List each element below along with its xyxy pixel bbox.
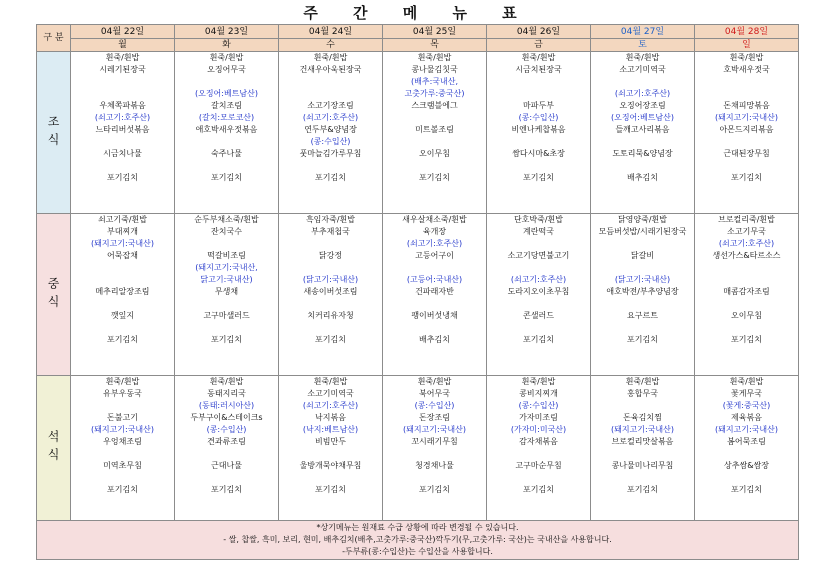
menu-item-list bbox=[383, 214, 486, 346]
dinner-menu-cell bbox=[71, 376, 175, 521]
menu-item: 가자미조림 bbox=[519, 413, 558, 422]
menu-item-list bbox=[71, 52, 174, 184]
menu-item: 생선가스&타르소스 bbox=[712, 251, 781, 260]
menu-item: 포기김치 bbox=[523, 173, 554, 182]
origin-note: (쇠고기:호주산) bbox=[510, 275, 567, 284]
menu-item-spacer bbox=[279, 160, 382, 172]
menu-item: 도라지오이초무침 bbox=[507, 287, 570, 296]
menu-item: 애호박전/부추양념장 bbox=[606, 287, 679, 296]
menu-item: 연두부&양념장 bbox=[304, 125, 357, 134]
menu-item: 감자채볶음 bbox=[519, 437, 558, 446]
menu-item: 비빔만두 bbox=[315, 437, 346, 446]
menu-item: 갈치조림 bbox=[211, 101, 242, 110]
menu-item: 포기김치 bbox=[211, 335, 242, 344]
menu-item: 포기김치 bbox=[107, 173, 138, 182]
origin-note: (오징어:베트남산) bbox=[194, 89, 259, 98]
menu-item: 흑임자죽/흰밥 bbox=[305, 215, 356, 224]
menu-item: 어묵잡채 bbox=[107, 251, 138, 260]
menu-item-spacer bbox=[175, 136, 278, 148]
menu-item-list bbox=[487, 214, 590, 346]
menu-item: 흰죽/흰밥 bbox=[105, 53, 140, 62]
menu-item: 포기김치 bbox=[731, 173, 762, 182]
origin-note: 닭고기:국내산) bbox=[200, 275, 253, 284]
menu-item: 시금치나물 bbox=[103, 149, 142, 158]
menu-item: 호박새우젓국 bbox=[723, 65, 770, 74]
menu-item-list bbox=[279, 376, 382, 496]
origin-note: (쇠고기:호주산) bbox=[302, 113, 359, 122]
menu-item: 견과류조림 bbox=[207, 437, 246, 446]
menu-item-spacer bbox=[591, 472, 694, 484]
menu-item-spacer bbox=[279, 322, 382, 334]
menu-item-list bbox=[487, 376, 590, 496]
origin-note: (갈치:모로코산) bbox=[198, 113, 255, 122]
menu-item: 흰죽/흰밥 bbox=[417, 53, 452, 62]
menu-item: 흰죽/흰밥 bbox=[105, 377, 140, 386]
dinner-label: 석식 bbox=[37, 376, 71, 521]
menu-item: 건새우아욱된장국 bbox=[299, 65, 362, 74]
menu-item-list bbox=[175, 52, 278, 184]
menu-item-list bbox=[591, 52, 694, 184]
menu-item: 흰죽/흰밥 bbox=[625, 53, 660, 62]
menu-item: 닭영양죽/흰밥 bbox=[617, 215, 668, 224]
menu-item: 포기김치 bbox=[731, 335, 762, 344]
menu-item: 매콤감자조림 bbox=[723, 287, 770, 296]
menu-item-spacer bbox=[487, 322, 590, 334]
weekday-header-row bbox=[37, 39, 799, 52]
gubun-label: 구 분 bbox=[37, 25, 71, 52]
footer-note: - 쌀, 찹쌀, 흑미, 보리, 현미, 배추김치(배추,고춧가루:중국산)깍두기(무,고춧가루: 국산)는 국내산을 사용합니다. bbox=[223, 535, 612, 544]
origin-note: (콩:수입산) bbox=[518, 401, 559, 410]
origin-note: (닭고기:국내산) bbox=[614, 275, 671, 284]
origin-note: (콩:수입산) bbox=[518, 113, 559, 122]
menu-item: 우엉채조림 bbox=[103, 437, 142, 446]
dinner-menu-cell bbox=[695, 376, 799, 521]
footer-note: *상기메뉴는 원재료 수급 상황에 따라 변경될 수 있습니다. bbox=[316, 523, 519, 532]
menu-item: 쌈다시마&초장 bbox=[512, 149, 565, 158]
menu-item: 마파두부 bbox=[523, 101, 554, 110]
weekly-menu-table bbox=[36, 24, 799, 560]
menu-item: 부추재첩국 bbox=[311, 227, 350, 236]
menu-item: 유부우동국 bbox=[103, 389, 142, 398]
lunch-menu-cell bbox=[279, 214, 383, 376]
menu-item: 느타리버섯볶음 bbox=[95, 125, 150, 134]
menu-item: 모듬버섯밥/시래기된장국 bbox=[598, 227, 687, 236]
origin-note: (고등어:국내산) bbox=[406, 275, 463, 284]
day-date: 04월 25일 bbox=[383, 25, 487, 39]
menu-item-spacer bbox=[695, 76, 798, 88]
menu-item-spacer bbox=[695, 322, 798, 334]
menu-item: 콘샐러드 bbox=[523, 311, 554, 320]
dinner-menu-cell bbox=[175, 376, 279, 521]
menu-item: 동태지리국 bbox=[207, 389, 246, 398]
menu-item: 흰죽/흰밥 bbox=[625, 377, 660, 386]
menu-item: 콩나물김칫국 bbox=[411, 65, 458, 74]
menu-item: 배추김치 bbox=[627, 173, 658, 182]
menu-item-spacer bbox=[71, 472, 174, 484]
origin-note: (콩:수입산) bbox=[310, 137, 351, 146]
weekday: 화 bbox=[175, 39, 279, 52]
menu-item: 오이무침 bbox=[731, 311, 762, 320]
origin-note: (콩:수입산) bbox=[414, 401, 455, 410]
menu-item-spacer bbox=[71, 88, 174, 100]
day-date-sunday: 04월 28일 bbox=[695, 25, 799, 39]
menu-item-spacer bbox=[487, 136, 590, 148]
origin-note: (쇠고기:호주산) bbox=[302, 401, 359, 410]
menu-item-spacer bbox=[695, 274, 798, 286]
menu-item-spacer bbox=[487, 298, 590, 310]
menu-item: 소고기당면불고기 bbox=[507, 251, 570, 260]
date-header-row bbox=[37, 25, 799, 39]
menu-item-spacer bbox=[175, 298, 278, 310]
day-date: 04월 22일 bbox=[71, 25, 175, 39]
menu-item: 흰죽/흰밥 bbox=[417, 377, 452, 386]
menu-item-list bbox=[175, 376, 278, 496]
menu-item: 꽃게무국 bbox=[731, 389, 762, 398]
menu-item-spacer bbox=[591, 298, 694, 310]
menu-item-spacer bbox=[383, 136, 486, 148]
menu-item-list bbox=[487, 52, 590, 184]
menu-item: 닭갈비 bbox=[630, 251, 655, 260]
day-date: 04월 23일 bbox=[175, 25, 279, 39]
weekday-saturday: 토 bbox=[591, 39, 695, 52]
day-date: 04월 24일 bbox=[279, 25, 383, 39]
menu-item: 잔치국수 bbox=[211, 227, 242, 236]
footer-note: -두부류(콩:수입산)는 수입산을 사용합니다. bbox=[342, 547, 493, 556]
menu-item: 흰죽/흰밥 bbox=[521, 53, 556, 62]
menu-item-spacer bbox=[71, 400, 174, 412]
menu-item-spacer bbox=[591, 262, 694, 274]
menu-item: 스크램블에그 bbox=[411, 101, 458, 110]
menu-item-spacer bbox=[695, 136, 798, 148]
menu-item: 고등어구이 bbox=[415, 251, 454, 260]
weekday: 금 bbox=[487, 39, 591, 52]
menu-item: 청경채나물 bbox=[415, 461, 454, 470]
breakfast-menu-cell bbox=[383, 52, 487, 214]
origin-note: (쇠고기:호주산) bbox=[94, 113, 151, 122]
menu-item-spacer bbox=[175, 76, 278, 88]
menu-item: 고구마순무침 bbox=[515, 461, 562, 470]
footer-row bbox=[37, 521, 799, 560]
menu-item: 쇠고기죽/흰밥 bbox=[97, 215, 148, 224]
menu-item: 순두부채소죽/흰밥 bbox=[194, 215, 259, 224]
origin-note: (돼지고기:국내산) bbox=[402, 425, 467, 434]
menu-item: 흰죽/흰밥 bbox=[313, 377, 348, 386]
menu-item-spacer bbox=[71, 136, 174, 148]
menu-item: 애호박새우젓볶음 bbox=[195, 125, 258, 134]
menu-item: 요구르트 bbox=[627, 311, 658, 320]
dinner-menu-cell bbox=[487, 376, 591, 521]
menu-item-spacer bbox=[279, 472, 382, 484]
menu-item-list bbox=[383, 376, 486, 496]
menu-item: 포기김치 bbox=[523, 335, 554, 344]
menu-item: 브로컬리맛살볶음 bbox=[611, 437, 674, 446]
dinner-menu-cell bbox=[383, 376, 487, 521]
origin-note: (돼지고기:국내산) bbox=[714, 113, 779, 122]
lunch-menu-cell bbox=[487, 214, 591, 376]
menu-item-list bbox=[279, 52, 382, 184]
menu-item: 포기김치 bbox=[419, 485, 450, 494]
weekday: 수 bbox=[279, 39, 383, 52]
menu-item: 계란떡국 bbox=[523, 227, 554, 236]
lunch-label: 중식 bbox=[37, 214, 71, 376]
menu-item: 흰죽/흰밥 bbox=[313, 53, 348, 62]
menu-item: 홍합무국 bbox=[627, 389, 658, 398]
day-date-saturday: 04월 27일 bbox=[591, 25, 695, 39]
menu-item-spacer bbox=[71, 160, 174, 172]
menu-item: 울방개묵야채무침 bbox=[299, 461, 362, 470]
menu-item-spacer bbox=[695, 88, 798, 100]
menu-item: 포기김치 bbox=[315, 173, 346, 182]
menu-item: 무생채 bbox=[214, 287, 239, 296]
menu-item-spacer bbox=[383, 322, 486, 334]
menu-item: 포기김치 bbox=[523, 485, 554, 494]
menu-item: 풋마늘김가루무침 bbox=[299, 149, 362, 158]
menu-item: 근대나물 bbox=[211, 461, 242, 470]
menu-item-list bbox=[71, 376, 174, 496]
menu-item-spacer bbox=[175, 238, 278, 250]
menu-item: 북어무국 bbox=[419, 389, 450, 398]
lunch-menu-cell bbox=[383, 214, 487, 376]
menu-item: 치커리유자청 bbox=[307, 311, 354, 320]
menu-item: 배추김치 bbox=[419, 335, 450, 344]
menu-item: 포기김치 bbox=[211, 173, 242, 182]
menu-item: 새송이버섯조림 bbox=[303, 287, 358, 296]
page-title: 주 간 메 뉴 표 bbox=[303, 4, 532, 22]
menu-item: 오이무침 bbox=[419, 149, 450, 158]
origin-note: (가자미:미국산) bbox=[510, 425, 567, 434]
menu-item-list bbox=[175, 214, 278, 346]
origin-note: (돼지고기:국내산) bbox=[610, 425, 675, 434]
menu-item-spacer bbox=[591, 448, 694, 460]
dinner-menu-cell bbox=[279, 376, 383, 521]
menu-item: 소고기미역국 bbox=[619, 65, 666, 74]
menu-item-spacer bbox=[279, 298, 382, 310]
menu-item-spacer bbox=[383, 262, 486, 274]
day-date: 04월 26일 bbox=[487, 25, 591, 39]
breakfast-label: 조식 bbox=[37, 52, 71, 214]
menu-item: 포기김치 bbox=[627, 485, 658, 494]
breakfast-menu-cell bbox=[487, 52, 591, 214]
menu-item-list bbox=[71, 214, 174, 346]
lunch-menu-cell bbox=[695, 214, 799, 376]
origin-note: (돼지고기:국내산) bbox=[714, 425, 779, 434]
menu-item: 들깨고사리볶음 bbox=[615, 125, 670, 134]
menu-item: 팽이버섯냉채 bbox=[411, 311, 458, 320]
menu-item: 새우살채소죽/흰밥 bbox=[402, 215, 467, 224]
menu-item-spacer bbox=[695, 160, 798, 172]
menu-item-spacer bbox=[695, 298, 798, 310]
menu-item-spacer bbox=[591, 76, 694, 88]
menu-item: 숙주나물 bbox=[211, 149, 242, 158]
menu-item: 포기김치 bbox=[107, 485, 138, 494]
menu-item: 근대된장무침 bbox=[723, 149, 770, 158]
menu-item: 브로컬리죽/흰밥 bbox=[718, 215, 775, 224]
weekday: 월 bbox=[71, 39, 175, 52]
menu-item-spacer bbox=[487, 76, 590, 88]
origin-note: 고춧가루:중국산) bbox=[404, 89, 465, 98]
menu-item-spacer bbox=[175, 160, 278, 172]
lunch-row bbox=[37, 214, 799, 376]
menu-item: 돈불고기 bbox=[107, 413, 138, 422]
menu-item-spacer bbox=[383, 472, 486, 484]
menu-item: 우체쪽파볶음 bbox=[99, 101, 146, 110]
menu-item-spacer bbox=[175, 448, 278, 460]
origin-note: (동태:러시아산) bbox=[198, 401, 255, 410]
lunch-menu-cell bbox=[591, 214, 695, 376]
menu-item-spacer bbox=[279, 76, 382, 88]
origin-note: (콩:수입산) bbox=[206, 425, 247, 434]
origin-note: (꽃게:중국산) bbox=[722, 401, 771, 410]
menu-item: 아몬드지리볶음 bbox=[719, 125, 774, 134]
menu-item-spacer bbox=[487, 472, 590, 484]
menu-item: 시레기된장국 bbox=[99, 65, 146, 74]
origin-note: (쇠고기:호주산) bbox=[614, 89, 671, 98]
menu-item: 비엔나케찹볶음 bbox=[511, 125, 566, 134]
breakfast-menu-cell bbox=[591, 52, 695, 214]
menu-item: 돈채피망볶음 bbox=[723, 101, 770, 110]
menu-item: 시금치된장국 bbox=[515, 65, 562, 74]
menu-item: 건파래자반 bbox=[415, 287, 454, 296]
origin-note: (돼지고기:국내산, bbox=[195, 263, 258, 272]
menu-item-spacer bbox=[591, 238, 694, 250]
menu-item: 흰죽/흰밥 bbox=[729, 53, 764, 62]
menu-item: 닭강정 bbox=[318, 251, 343, 260]
menu-item: 부대찌개 bbox=[107, 227, 138, 236]
menu-item-spacer bbox=[383, 298, 486, 310]
menu-item: 흰죽/흰밥 bbox=[209, 53, 244, 62]
menu-item: 오징어무국 bbox=[207, 65, 246, 74]
origin-note: (낙지:베트남산) bbox=[302, 425, 359, 434]
lunch-menu-cell bbox=[71, 214, 175, 376]
menu-item-spacer bbox=[591, 400, 694, 412]
origin-note: (쇠고기:호주산) bbox=[406, 239, 463, 248]
menu-item: 미트볼조림 bbox=[415, 125, 454, 134]
menu-item-spacer bbox=[175, 322, 278, 334]
menu-item-spacer bbox=[487, 448, 590, 460]
menu-item: 도토리묵&양념장 bbox=[612, 149, 673, 158]
menu-item: 흰죽/흰밥 bbox=[521, 377, 556, 386]
menu-item-spacer bbox=[487, 160, 590, 172]
menu-item: 포기김치 bbox=[107, 335, 138, 344]
origin-note: (오징어:베트남산) bbox=[610, 113, 675, 122]
menu-item: 포기김치 bbox=[315, 485, 346, 494]
menu-item: 콩나물미나리무침 bbox=[611, 461, 674, 470]
menu-item-list bbox=[695, 214, 798, 346]
menu-item: 두부구이&스테이크s bbox=[190, 413, 263, 422]
menu-item: 콩비지찌개 bbox=[519, 389, 558, 398]
menu-item: 미역초무침 bbox=[103, 461, 142, 470]
menu-item-spacer bbox=[487, 262, 590, 274]
menu-item: 소고기무국 bbox=[727, 227, 766, 236]
menu-item-spacer bbox=[279, 88, 382, 100]
origin-note: (돼지고기:국내산) bbox=[90, 239, 155, 248]
menu-item-spacer bbox=[71, 298, 174, 310]
menu-item: 흰죽/흰밥 bbox=[729, 377, 764, 386]
menu-item: 돈장조림 bbox=[419, 413, 450, 422]
breakfast-menu-cell bbox=[279, 52, 383, 214]
menu-item: 포기김치 bbox=[731, 485, 762, 494]
menu-item: 낙지볶음 bbox=[315, 413, 346, 422]
breakfast-menu-cell bbox=[175, 52, 279, 214]
menu-item-spacer bbox=[71, 76, 174, 88]
lunch-menu-cell bbox=[175, 214, 279, 376]
menu-item-spacer bbox=[591, 136, 694, 148]
dinner-row bbox=[37, 376, 799, 521]
menu-item-spacer bbox=[71, 322, 174, 334]
menu-item: 제육볶음 bbox=[731, 413, 762, 422]
menu-item: 포기김치 bbox=[211, 485, 242, 494]
menu-item-spacer bbox=[279, 448, 382, 460]
menu-item-list bbox=[695, 52, 798, 184]
menu-item: 봄어묵조림 bbox=[727, 437, 766, 446]
dinner-menu-cell bbox=[591, 376, 695, 521]
origin-note: (닭고기:국내산) bbox=[302, 275, 359, 284]
origin-note: (돼지고기:국내산) bbox=[90, 425, 155, 434]
menu-item-spacer bbox=[695, 448, 798, 460]
menu-item: 오징어장조림 bbox=[619, 101, 666, 110]
menu-item-spacer bbox=[383, 112, 486, 124]
menu-item: 고구마샐러드 bbox=[203, 311, 250, 320]
menu-item-spacer bbox=[591, 322, 694, 334]
menu-item: 꼬시래기무침 bbox=[411, 437, 458, 446]
menu-item-spacer bbox=[695, 262, 798, 274]
menu-item: 떡갈비조림 bbox=[207, 251, 246, 260]
weekday: 목 bbox=[383, 39, 487, 52]
menu-item-spacer bbox=[487, 238, 590, 250]
menu-item-spacer bbox=[695, 472, 798, 484]
footer-notes bbox=[37, 521, 799, 560]
menu-item-spacer bbox=[279, 262, 382, 274]
breakfast-menu-cell bbox=[71, 52, 175, 214]
menu-item-spacer bbox=[383, 160, 486, 172]
menu-item: 상추쌈&쌈장 bbox=[724, 461, 769, 470]
origin-note: (배추:국내산, bbox=[411, 77, 458, 86]
menu-item-spacer bbox=[71, 262, 174, 274]
menu-item-spacer bbox=[71, 448, 174, 460]
menu-item-list bbox=[695, 376, 798, 496]
menu-item-spacer bbox=[591, 160, 694, 172]
origin-note: (쇠고기:호주산) bbox=[718, 239, 775, 248]
menu-item-list bbox=[591, 214, 694, 346]
menu-item-spacer bbox=[175, 472, 278, 484]
menu-item: 육개장 bbox=[422, 227, 447, 236]
menu-item: 소고기장조림 bbox=[307, 101, 354, 110]
menu-item: 소고기미역국 bbox=[307, 389, 354, 398]
breakfast-row bbox=[37, 52, 799, 214]
menu-item: 포기김치 bbox=[627, 335, 658, 344]
menu-item-spacer bbox=[487, 88, 590, 100]
menu-item-spacer bbox=[383, 448, 486, 460]
breakfast-menu-cell bbox=[695, 52, 799, 214]
menu-item-list bbox=[383, 52, 486, 184]
menu-item: 단호박죽/흰밥 bbox=[513, 215, 564, 224]
menu-item-list bbox=[591, 376, 694, 496]
menu-item-spacer bbox=[279, 238, 382, 250]
menu-item-list bbox=[279, 214, 382, 346]
menu-item: 메추리알장조림 bbox=[95, 287, 150, 296]
menu-item-spacer bbox=[71, 274, 174, 286]
menu-item: 포기김치 bbox=[315, 335, 346, 344]
menu-item: 깻잎지 bbox=[110, 311, 135, 320]
weekday-sunday: 일 bbox=[695, 39, 799, 52]
menu-item: 포기김치 bbox=[419, 173, 450, 182]
menu-item: 흰죽/흰밥 bbox=[209, 377, 244, 386]
menu-item: 돈육김치찜 bbox=[623, 413, 662, 422]
